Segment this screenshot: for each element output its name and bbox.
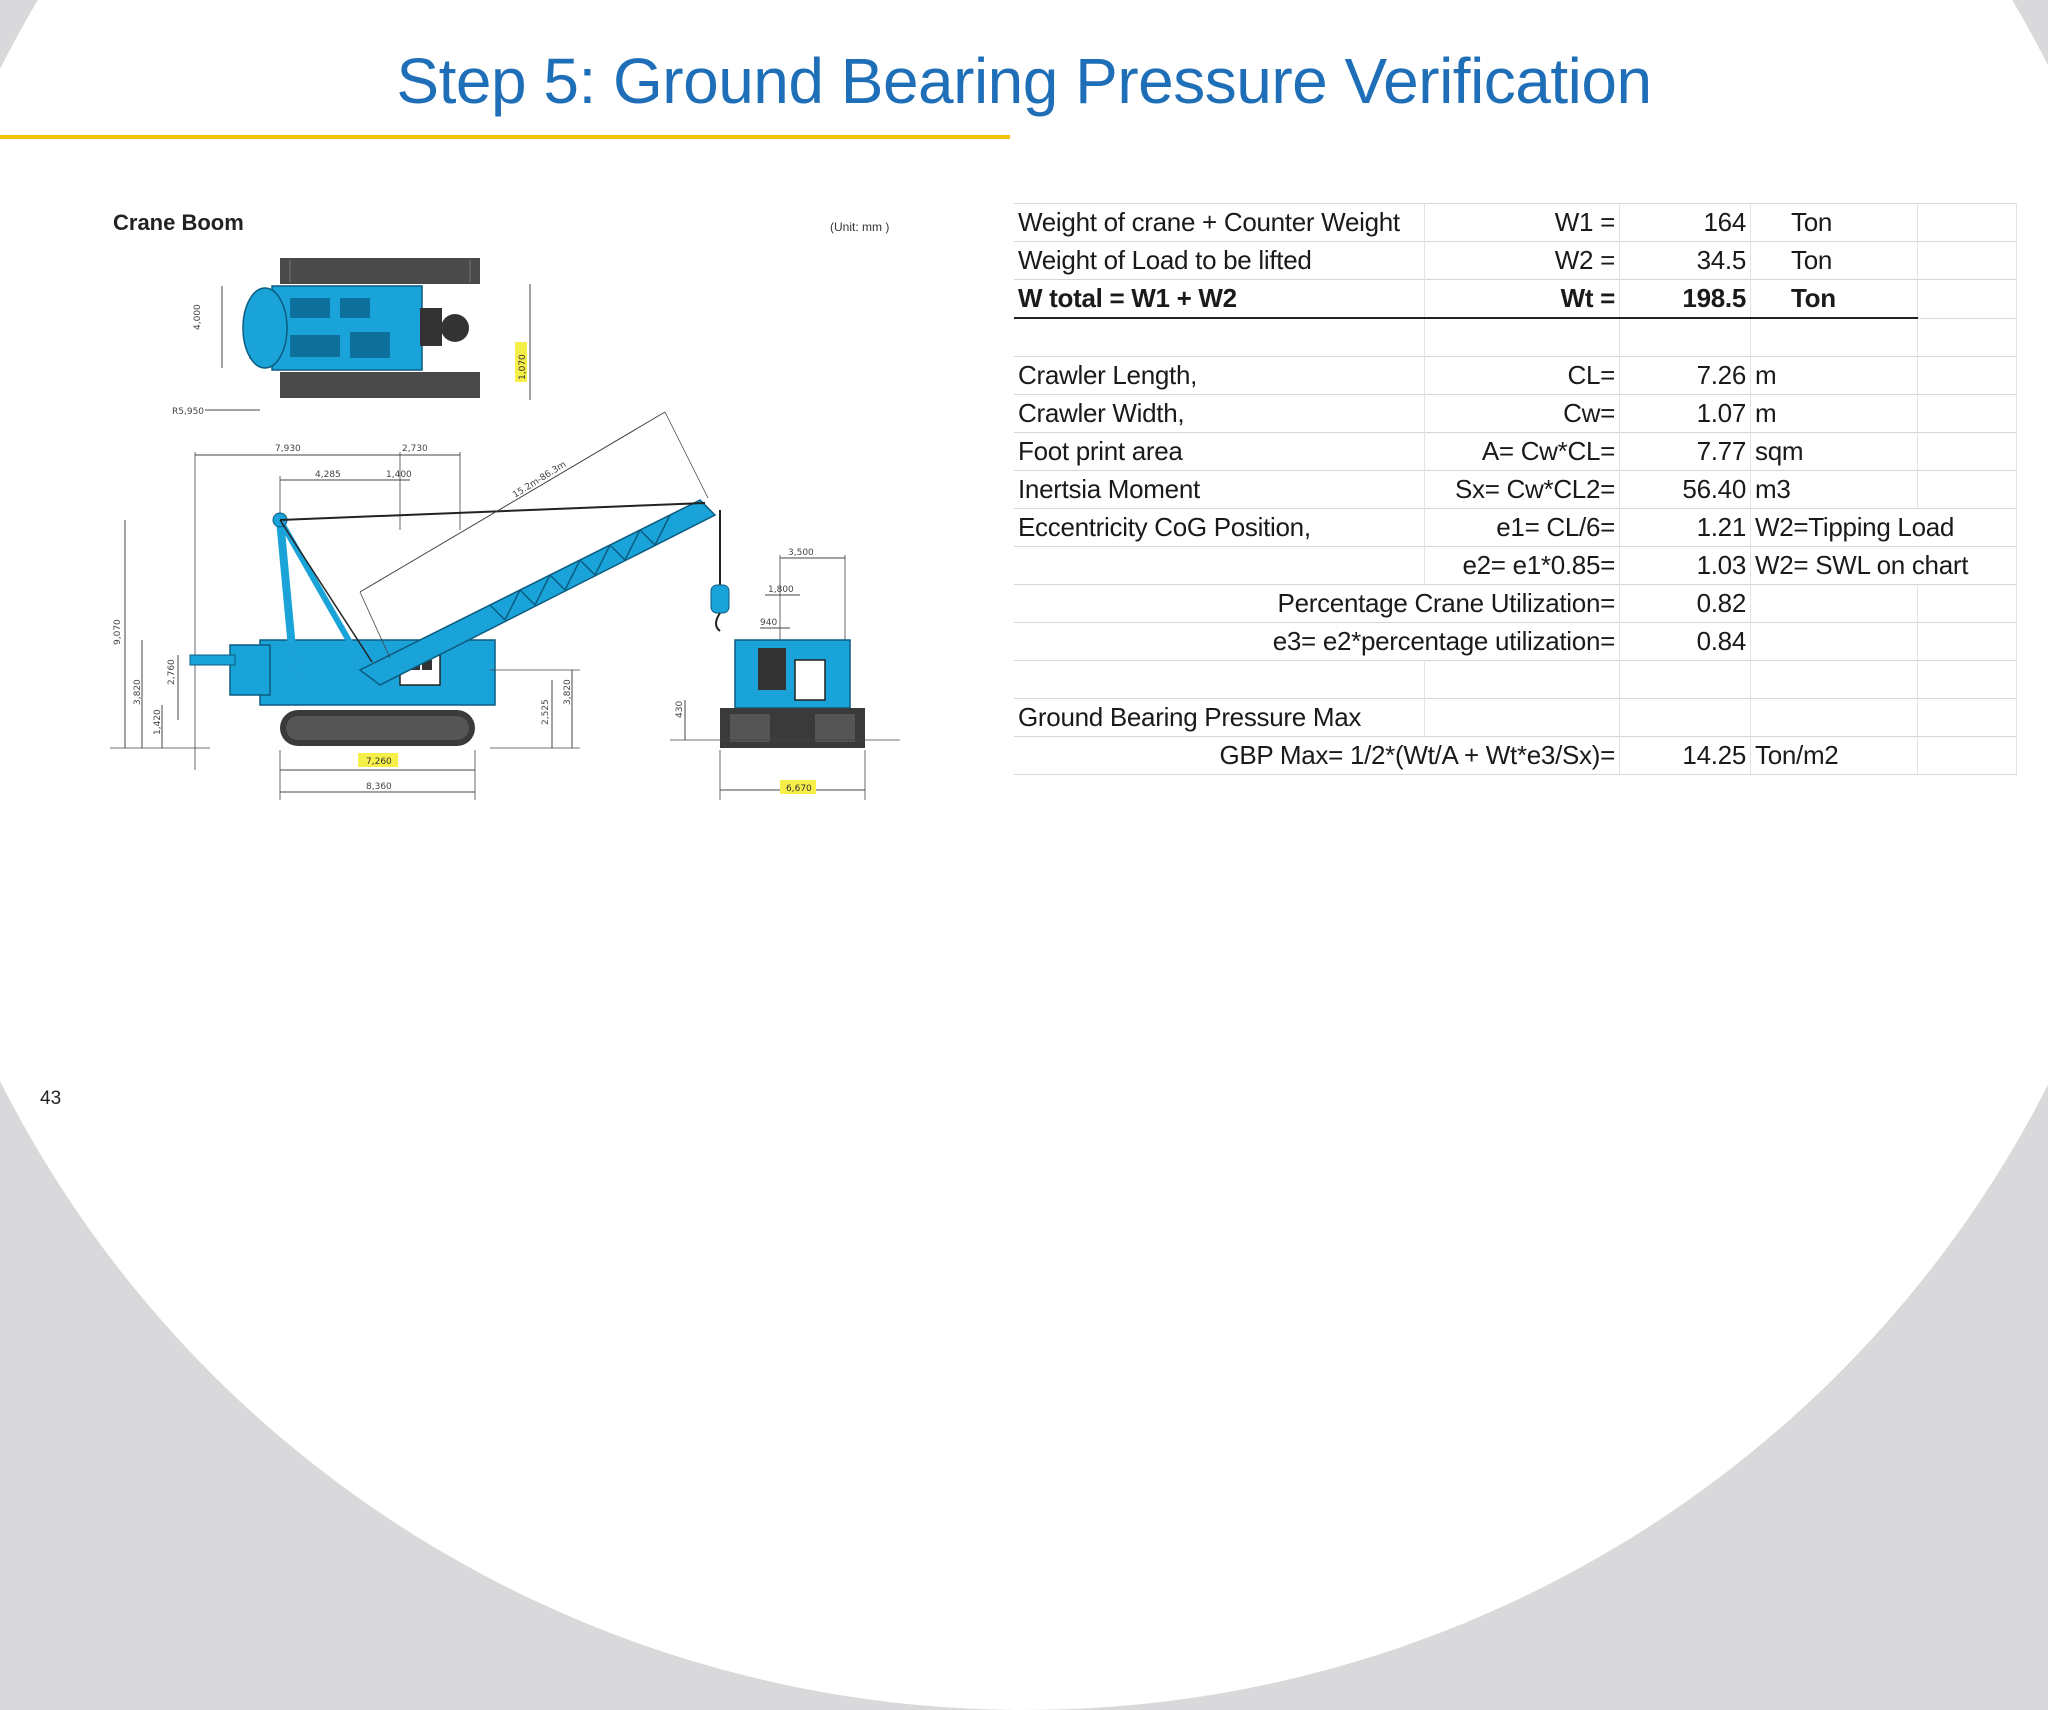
- slide-title: Step 5: Ground Bearing Pressure Verification: [396, 45, 1652, 117]
- page-number: 43: [40, 1088, 62, 1109]
- dim-430: 430: [675, 700, 685, 718]
- table-row: e3= e2*percentage utilization= 0.84: [1014, 623, 2017, 661]
- crane-diagram-svg: [110, 200, 930, 820]
- dim-2525: 2,525: [541, 699, 551, 725]
- dim-1800: 1,800: [768, 585, 794, 595]
- dim-1420: 1,420: [153, 709, 163, 735]
- table-row: Inertsia Moment Sx= Cw*CL2= 56.40 m3: [1014, 471, 2017, 509]
- front-view: [670, 548, 900, 800]
- dim-2760: 2,760: [167, 659, 177, 685]
- table-row: Foot print area A= Cw*CL= 7.77 sqm: [1014, 433, 2017, 471]
- table-row: Crawler Width, Cw= 1.07 m: [1014, 395, 2017, 433]
- table-row-gbp-max: GBP Max= 1/2*(Wt/A + Wt*e3/Sx)= 14.25 Ton/m2: [1014, 737, 2017, 775]
- drawing-title: Crane Boom: [113, 210, 244, 235]
- dim-940: 940: [760, 618, 778, 628]
- crane-drawing: [110, 200, 930, 820]
- side-view: [110, 412, 729, 800]
- dim-3500: 3,500: [788, 548, 814, 558]
- table-row-empty: [1014, 661, 2017, 699]
- title-underline: [0, 135, 1010, 139]
- table-row: Eccentricity CoG Position, e1= CL/6= 1.21 W2=Tipping Load: [1014, 509, 2017, 547]
- top-view: [172, 258, 530, 417]
- dim-crawler-length: 7,260: [366, 757, 392, 767]
- dim-3820b: 3,820: [563, 679, 573, 705]
- table-row: Percentage Crane Utilization= 0.82: [1014, 585, 2017, 623]
- table-row: Weight of Load to be lifted W2 = 34.5 Ton: [1014, 242, 2017, 280]
- table-row: Weight of crane + Counter Weight W1 = 164 Ton: [1014, 204, 2017, 242]
- dim-9070: 9,070: [113, 619, 123, 645]
- dim-3820: 3,820: [133, 679, 143, 705]
- table-row-empty: [1014, 318, 2017, 357]
- table-row: Ground Bearing Pressure Max: [1014, 699, 2017, 737]
- table-row: e2= e1*0.85= 1.03 W2= SWL on chart: [1014, 547, 2017, 585]
- dim-track-width: 1,070: [518, 354, 528, 380]
- dim-overall-length: 8,360: [366, 782, 392, 792]
- table-row-total: W total = W1 + W2 Wt = 198.5 Ton: [1014, 280, 2017, 319]
- dim-7930: 7,930: [275, 444, 301, 454]
- dim-4285: 4,285: [315, 470, 341, 480]
- dim-top-height: 4,000: [193, 304, 203, 330]
- dim-boom-length: 15.2m-86.3m: [511, 459, 569, 501]
- dim-2730: 2,730: [402, 444, 428, 454]
- dim-track-gauge: 6,670: [786, 784, 812, 794]
- drawing-unit-note: (Unit: mm ): [830, 220, 890, 234]
- table-row: Crawler Length, CL= 7.26 m: [1014, 357, 2017, 395]
- gbp-calculation-table: [1014, 203, 2017, 775]
- dim-top-radius: R5,950: [172, 407, 205, 417]
- dim-1400: 1,400: [386, 470, 412, 480]
